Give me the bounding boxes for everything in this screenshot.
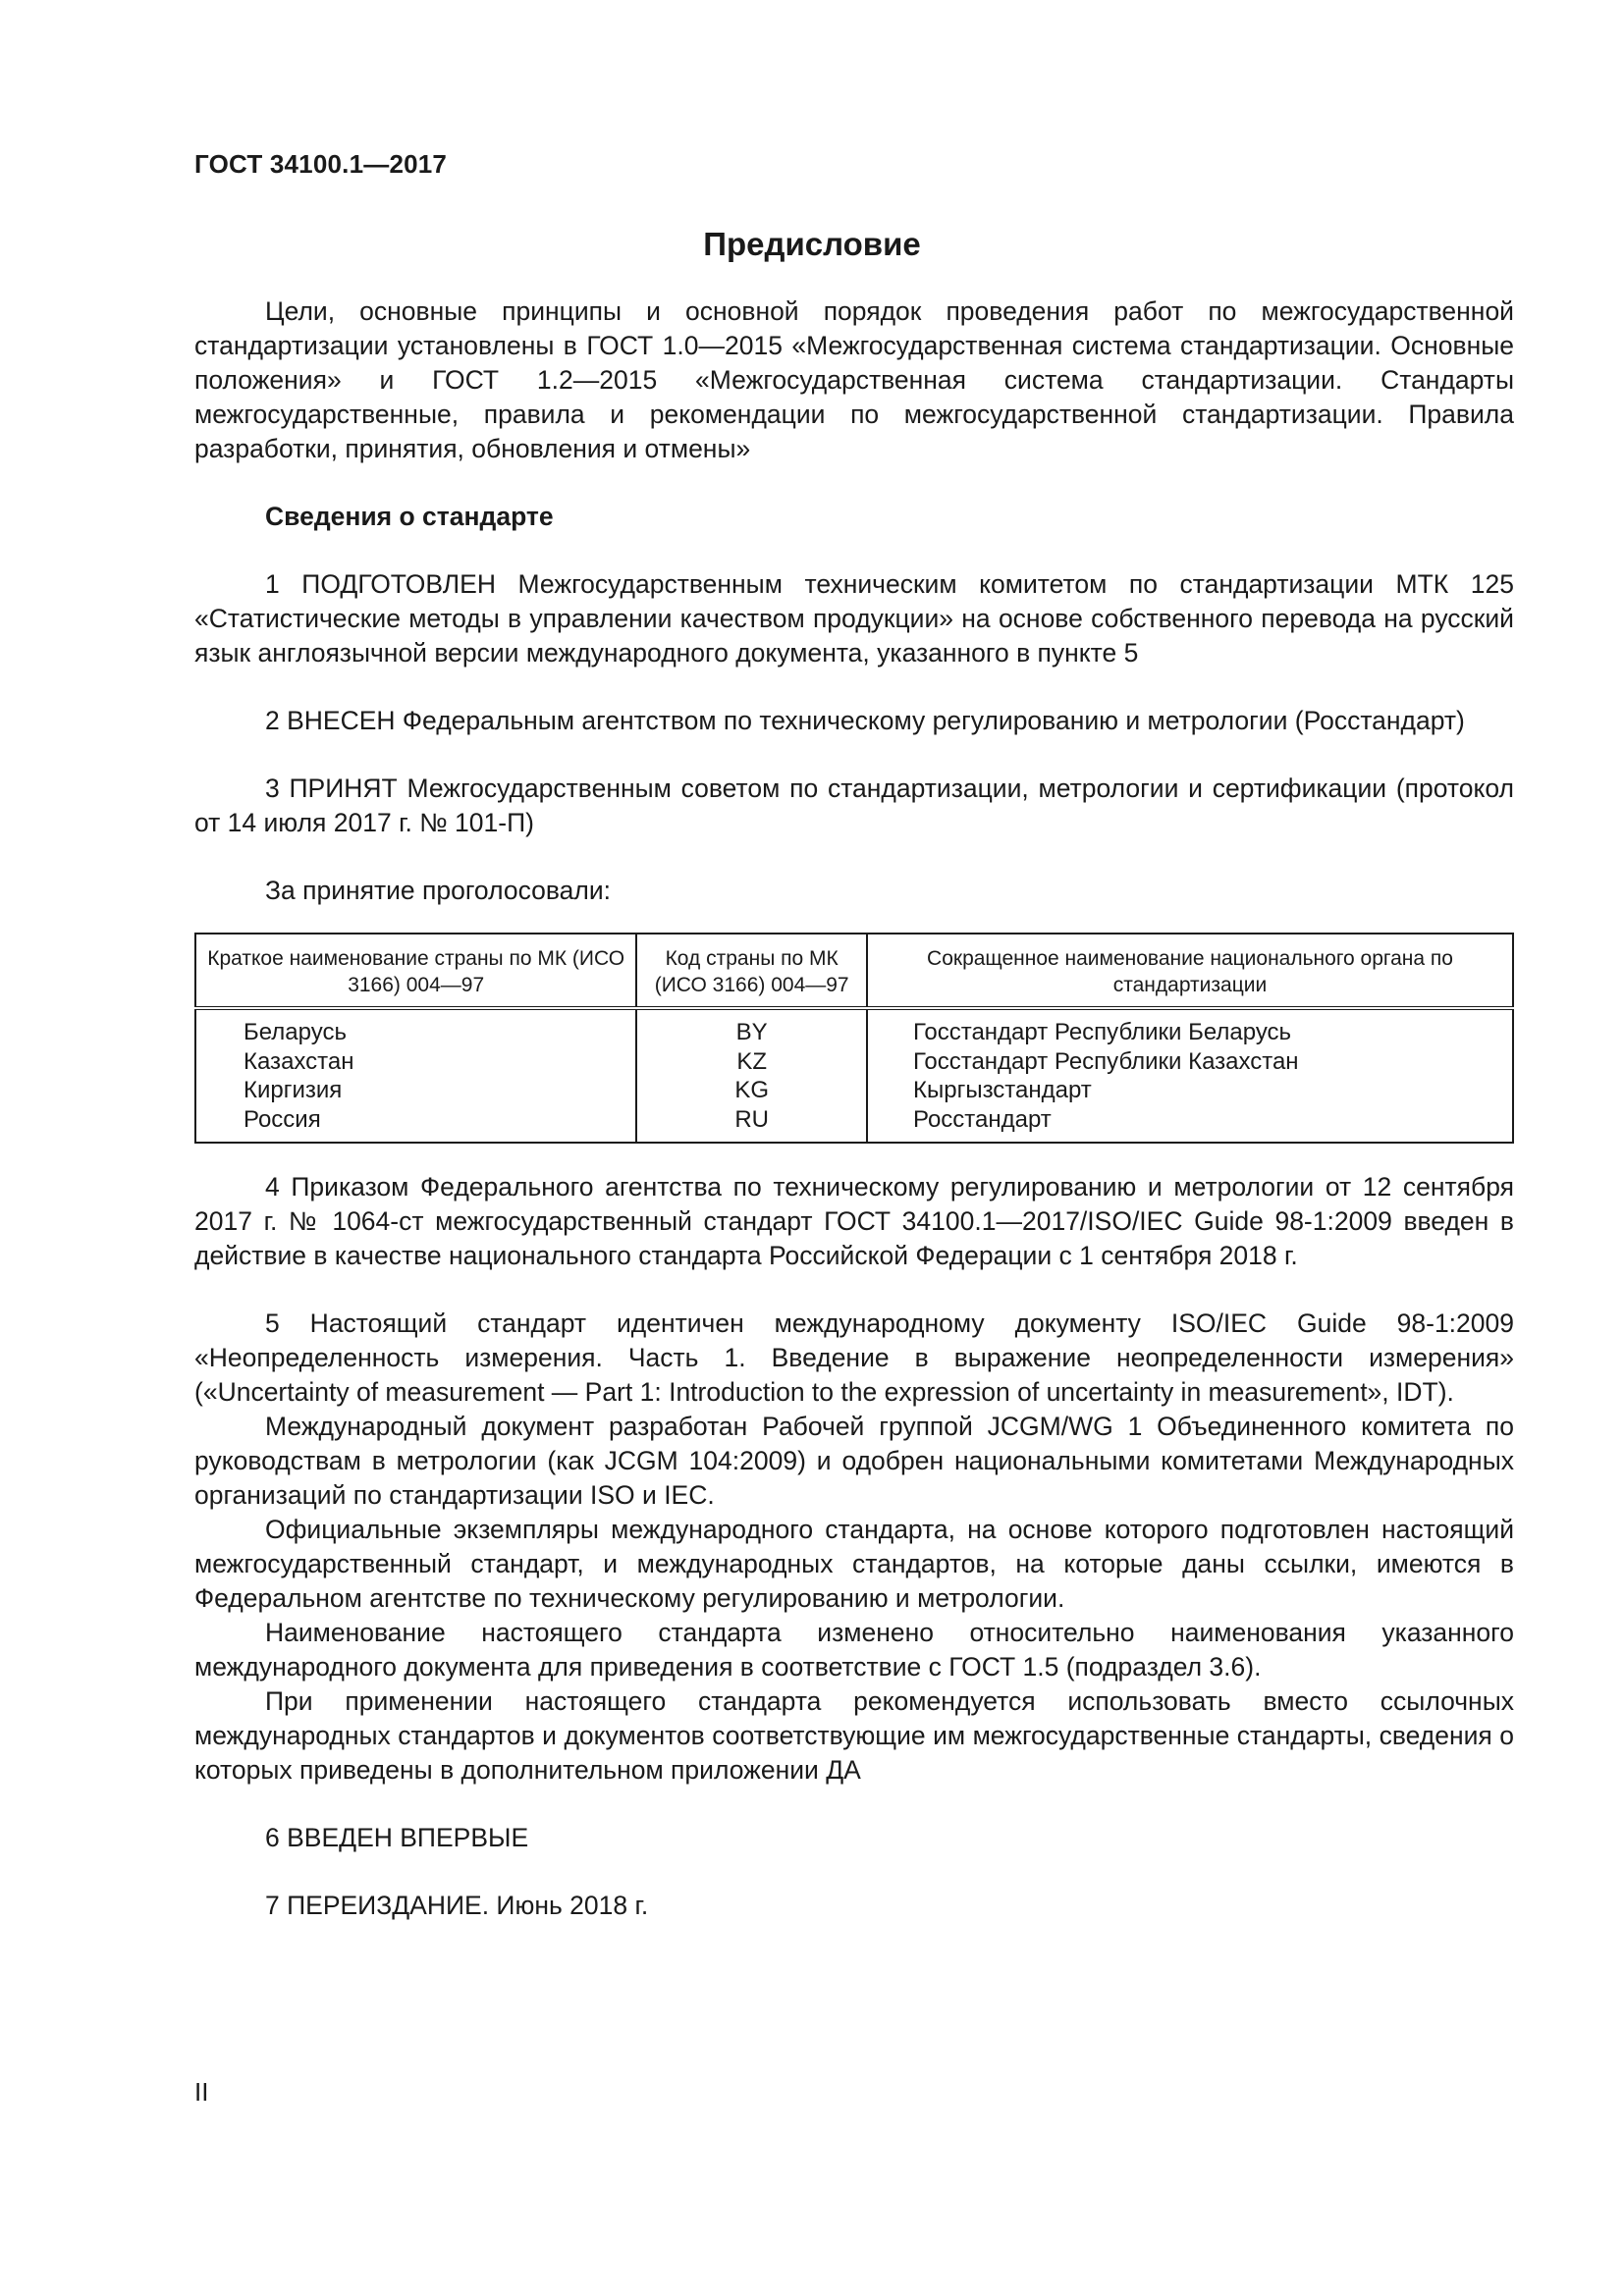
item-2: 2 ВНЕСЕН Федеральным агентством по техническому регулированию и метрологии (Росстандарт) (265, 706, 1465, 735)
cell-body: Кыргызстандарт (867, 1076, 1513, 1105)
cell-code: KG (636, 1076, 867, 1105)
cell-country: Беларусь (195, 1008, 636, 1047)
table-row (195, 1047, 1513, 1077)
intro-paragraph: Цели, основные принципы и основной порядок проведения работ по межгосударственной стандартизации установлены в ГОСТ 1.0—2015 «Межгосударственная система стандартизации. Основные положения» и ГОСТ 1.2—2015 «Межгосударственная система стандартизации. Стандарты межгосударственные, правила и рекомендации по межгосударственной стандартизации. Правила разработки, принятия, обновления и отмены» (194, 296, 1514, 463)
column-header-country: Краткое наименование страны по МК (ИСО 3166) 004—97 (195, 934, 636, 1008)
item-5-paragraph: Официальные экземпляры международного стандарта, на основе которого подготовлен настоящий межгосударственный стандарт, и международных стандартов, на которые даны ссылки, имеются в Федеральном агентстве по техническому регулированию и метрологии. (194, 1515, 1514, 1613)
item-3: 3 ПРИНЯТ Межгосударственным советом по стандартизации, метрологии и сертификации (протокол от 14 июля 2017 г. № 101-П) (194, 774, 1514, 837)
vote-line: За принятие проголосовали: (265, 876, 612, 905)
cell-country: Россия (195, 1105, 636, 1144)
item-5: 5 Настоящий стандарт идентичен международному документу ISO/IEC Guide 98-1:2009 «Неопределенность измерения. Часть 1. Введение в выражение неопределенности измерения» («Uncertainty of measurement — Part 1: Introduction to the expression of uncertainty in measurement», IDT). (194, 1308, 1514, 1407)
cell-code: KZ (636, 1047, 867, 1077)
cell-code: BY (636, 1008, 867, 1047)
page-title: Предисловие (703, 226, 921, 262)
voting-table (194, 933, 1514, 1144)
table-header-row (195, 934, 1513, 1008)
cell-country: Киргизия (195, 1076, 636, 1105)
item-5-paragraph: Наименование настоящего стандарта изменено относительно наименования указанного международного документа для приведения в соответствие с ГОСТ 1.5 (подраздел 3.6). (194, 1618, 1514, 1682)
cell-body: Госстандарт Республики Казахстан (867, 1047, 1513, 1077)
item-5-paragraph: Международный документ разработан Рабочей группой JCGM/WG 1 Объединенного комитета по руководствам в метрологии (как JCGM 104:2009) и одобрен национальными комитетами Международных организаций по стандартизации ISO и IEC. (194, 1412, 1514, 1510)
cell-code: RU (636, 1105, 867, 1144)
item-4: 4 Приказом Федерального агентства по техническому регулированию и метрологии от 12 сентября 2017 г. № 1064-ст межгосударственный стандарт ГОСТ 34100.1—2017/ISO/IEC Guide 98-1:2009 введен в действие в качестве национального стандарта Российской Федерации с 1 сентября 2018 г. (194, 1172, 1514, 1270)
item-6: 6 ВВЕДЕН ВПЕРВЫЕ (265, 1823, 529, 1852)
document-header: ГОСТ 34100.1—2017 (194, 149, 448, 179)
item-5-paragraph: При применении настоящего стандарта рекомендуется использовать вместо ссылочных международных стандартов и документов соответствующие им межгосударственные стандарты, сведения о которых приведены в дополнительном приложении ДА (194, 1686, 1514, 1785)
subheading: Сведения о стандарте (265, 502, 554, 531)
item-7: 7 ПЕРЕИЗДАНИЕ. Июнь 2018 г. (265, 1891, 649, 1920)
cell-country: Казахстан (195, 1047, 636, 1077)
preface-block-continued (194, 1170, 1514, 1923)
table-row (195, 1008, 1513, 1047)
item-1: 1 ПОДГОТОВЛЕН Межгосударственным техническим комитетом по стандартизации МТК 125 «Статистические методы в управлении качеством продукции» на основе собственного перевода на русский язык англоязычной версии международного документа, указанного в пункте 5 (194, 569, 1514, 667)
column-header-body: Сокращенное наименование национального органа по стандартизации (867, 934, 1513, 1008)
table-row (195, 1105, 1513, 1144)
cell-body: Росстандарт (867, 1105, 1513, 1144)
column-header-code: Код страны по МК (ИСО 3166) 004—97 (636, 934, 867, 1008)
preface-block (194, 294, 1514, 908)
table-row (195, 1076, 1513, 1105)
cell-body: Госстандарт Республики Беларусь (867, 1008, 1513, 1047)
page-number: II (194, 2077, 209, 2107)
